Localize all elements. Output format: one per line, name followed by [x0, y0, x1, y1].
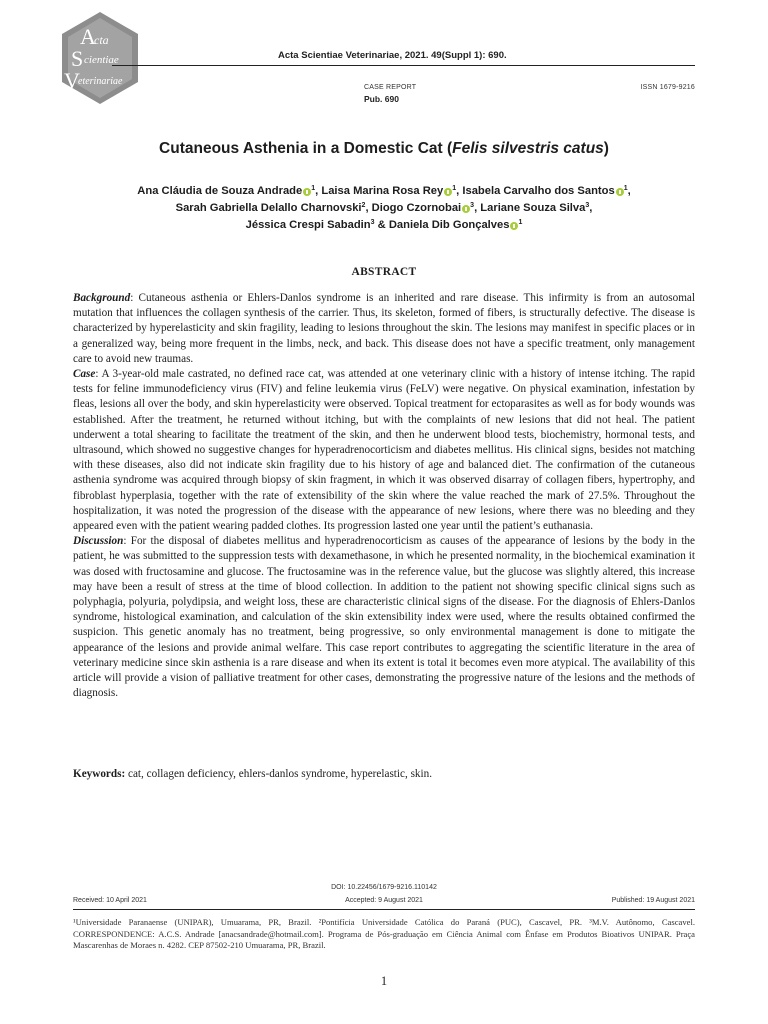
- section-text: : A 3-year-old male castrated, no defined race cat, was attended at one veterinary clinic with a history of intense itching. The rapid tests for feline immunodeficiency virus (FIV) and feline leukemia virus (FeLV) were negative. On physical examination, infestation by fleas, lesions all over the body, and skin hyperelasticity were observed. Topical treatment for ectoparasites as well as for body wounds was established. After the treatment, he returned without itching, but with the complaints of new lesions that did not heal. The patient underwent a total shearing to facilitate the treatment of the skin, and then he underwent blood tests, biochemistry, hormonal tests, and ultrasound, which showed no suggestive changes for hyperadrenocorticism and diabetes mellitus. His clinical signs, besides not matching with these diseases, also did not indicate skin fragility due to his history of age and balanced diet. The confirmation of the cutaneous asthenia syndrome was acquired through biopsy of skin fragment, in which it was observed disarray of collagen fibers, hypertrophy, and fibroblast hyperplasia, together with the rate of extensibility of the skin where the value reached the mark of 27.5%. Throughout the hospitalization, it was noted the progression of the disease with the appearance of new lesions, where there was no bleeding and they appeared even with the patient wearing padded clothes. Its progression lasted one year until the patient’s euthanasia.: [73, 368, 695, 533]
- doi-link[interactable]: DOI: 10.22456/1679-9216.110142: [331, 884, 437, 891]
- affiliation-mark: 1: [623, 185, 628, 192]
- affiliations: ¹Universidade Paranaense (UNIPAR), Umuarama, PR, Brazil. ²Pontifícia Universidade Católica do Paraná (PUC), Cascavel, PR. ³M.V. Autônomo, Cascavel. CORRESPONDENCE: A.C.S. Andrade [anacsandrade@hotmail.com]. Programa de Pós-graduação em Ciência Animal com Ênfase em Produtos Bioativos UNIPAR. Praça Mascarenhas de Moraes n. 4282. CEP 87502-210 Umuarama, PR, Brazil.: [73, 917, 695, 951]
- abstract-discussion: [73, 534, 695, 701]
- logo-letter-v: V: [64, 68, 80, 93]
- author-name: Jéssica Crespi Sabadin: [245, 219, 371, 231]
- keywords-text: cat, collagen deficiency, ehlers-danlos syndrome, hyperelastic, skin.: [125, 768, 433, 780]
- section-text: : Cutaneous asthenia or Ehlers-Danlos syndrome is an inherited and rare disease. This infirmity is from an autosomal mutation that influences the collagen synthesis of the carrier. Thus, its skeleton, formed of fibers, is structurally defective. The disease is characterized by hyperelasticity and skin fragility, leading to lesions throughout the skin. The lesions may manifest in specific places or in a generalized way, being more frequent in the limbs, neck, and back. This disease does not have a specific treatment, only management care to avoid new traumas.: [73, 292, 695, 365]
- orcid-icon[interactable]: [303, 188, 311, 196]
- hexagon-logo-icon: [58, 10, 142, 106]
- logo-word-veterinariae: eterinariae: [78, 76, 123, 87]
- abstract-body: [73, 291, 695, 701]
- received-date: Received: 10 April 2021: [73, 897, 147, 904]
- author-name: Laisa Marina Rosa Rey: [321, 185, 444, 197]
- orcid-icon[interactable]: [444, 188, 452, 196]
- publication-number: Pub. 690: [364, 94, 399, 104]
- affiliation-mark: 1: [518, 219, 523, 226]
- affiliation-mark: 1: [311, 185, 316, 192]
- published-date: Published: 19 August 2021: [611, 897, 695, 904]
- author-ampersand: &: [374, 219, 389, 231]
- author-separator: ,: [589, 202, 593, 214]
- abstract-case: [73, 367, 695, 534]
- orcid-icon[interactable]: [510, 222, 518, 230]
- author-separator: ,: [627, 185, 631, 197]
- title-end: ): [603, 140, 609, 157]
- issn: ISSN 1679-9216: [640, 84, 695, 91]
- abstract-heading: ABSTRACT: [351, 266, 417, 278]
- title-species: Felis silvestris catus: [452, 140, 604, 157]
- author-name: Ana Cláudia de Souza Andrade: [137, 185, 303, 197]
- orcid-icon[interactable]: [616, 188, 624, 196]
- footer-rule: [73, 909, 695, 910]
- logo-letter-s: S: [71, 46, 84, 71]
- accepted-date: Accepted: 9 August 2021: [345, 897, 423, 904]
- keywords-label: Keywords:: [73, 768, 126, 780]
- logo-letter-a: A: [80, 24, 96, 49]
- section-text: : For the disposal of diabetes mellitus and hyperadrenocorticism as causes of the appearance of lesions by the body in the patient, he was submitted to the suppression tests with dexamethasone, in which he presented normality, in the biochemical examination it was dosed with fructosamine and glucose. The fructosamine was in the reference value, but the glucose was slightly altered, this increase may have been a result of stress at the time of blood collection. In addition to the patient not showing specific clinical signs such as polyphagia, polyuria, polydipsia, and weight loss, these are characteristic clinical signs of the disease. For the diagnosis of Ehlers-Danlos syndrome, histological examination, and calculation of the skin extensibility index were used, where the results obtained confirmed the suspicion. This genetic anomaly has no treatment, being progressive, so only environmental management is done to mitigate the appearance of the lesions and provide animal welfare. This case report contributes to aggregating the scientific literature in the area of veterinary medicine since skin asthenia is a rare disease and when its extent is total it becomes even more atypical. The availability of this article will provide a vision of palliative treatment for other cases, demonstrating the progressive nature of the lesions and the methods of diagnosis.: [73, 535, 695, 700]
- affiliation-mark: 3: [470, 202, 475, 209]
- section-label: Discussion: [73, 535, 124, 548]
- author-name: Isabela Carvalho dos Santos: [462, 185, 615, 197]
- author-name: Lariane Souza Silva: [480, 202, 586, 214]
- title-main: Cutaneous Asthenia in a Domestic Cat (: [159, 140, 453, 157]
- paper-title: [0, 140, 768, 158]
- author-separator: ,: [315, 185, 322, 197]
- journal-logo: [58, 10, 142, 106]
- logo-word-acta: cta: [94, 33, 109, 47]
- logo-word-scientiae: cientiae: [84, 54, 119, 66]
- author-separator: ,: [474, 202, 481, 214]
- author-separator: ,: [365, 202, 372, 214]
- keywords: [73, 767, 695, 782]
- affiliation-mark: 3: [585, 202, 590, 209]
- article-type: CASE REPORT: [364, 84, 417, 91]
- author-name: Diogo Czornobai: [371, 202, 462, 214]
- abstract-background: [73, 291, 695, 367]
- affiliation-mark: 1: [452, 185, 457, 192]
- affiliation-mark: 2: [361, 202, 366, 209]
- section-label: Case: [73, 368, 96, 381]
- author-list: [73, 183, 695, 234]
- author-separator: ,: [456, 185, 463, 197]
- journal-citation: Acta Scientiae Veterinariae, 2021. 49(Suppl 1): 690.: [278, 50, 507, 61]
- section-label: Background: [73, 292, 131, 304]
- author-name: Sarah Gabriella Delallo Charnovski: [175, 202, 362, 214]
- page-number: 1: [380, 974, 388, 988]
- affiliation-mark: 3: [370, 219, 375, 226]
- orcid-icon[interactable]: [462, 205, 470, 213]
- author-name: Daniela Dib Gonçalves: [388, 219, 510, 231]
- header-rule: [112, 65, 695, 66]
